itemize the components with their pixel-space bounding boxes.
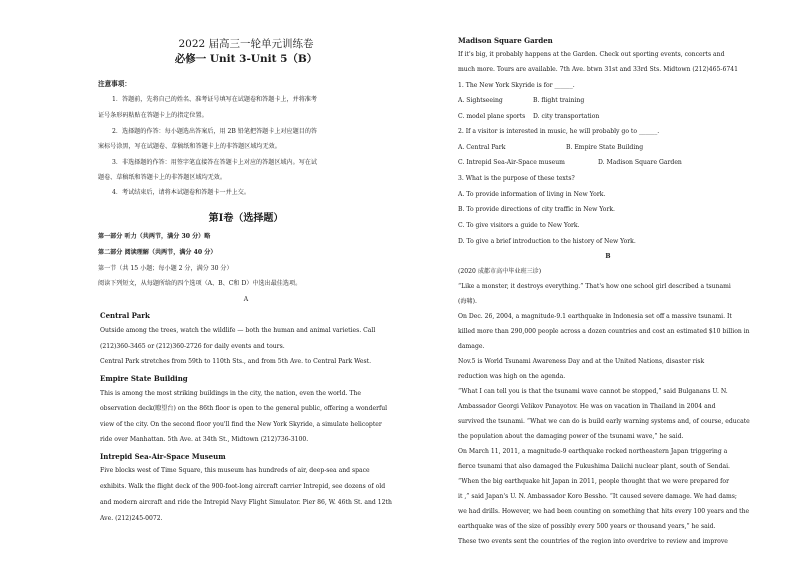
notes-heading: 注意事项：: [98, 80, 131, 88]
passage-line: view of the city. On the second floor you'll find the New York Skyride, a simulate helicopter: [100, 421, 382, 428]
passage-line: Central Park stretches from 59th to 110th Sts., and from 5th Ave. to Central Park West.: [100, 358, 372, 365]
esb-heading: Empire State Building: [100, 374, 188, 383]
option-c[interactable]: C. model plane sports: [458, 113, 526, 120]
passage-line: This is among the most striking buildings in the city, the nation, even the world. The: [100, 390, 361, 397]
note-line: 案标号涂黑，写在试题卷、草稿纸和答题卡上的非答题区域均无效。: [98, 143, 281, 150]
paper-title: 2022 届高三一轮单元训练卷: [178, 38, 314, 50]
option-d[interactable]: D. Madison Square Garden: [598, 159, 682, 166]
note-line: 4．考试结束后，请将本试题卷和答题卡一并上交。: [112, 189, 250, 196]
passage-line: killed more than 290,000 people across a dozen countries and cost an estimated $10 billion in: [458, 328, 750, 335]
passage-line: On Dec. 26, 2004, a magnitude-9.1 earthquake in Indonesia set off a massive tsunami. It: [458, 313, 732, 320]
part-one-heading: 第一部分 听力（共两节，满分 30 分）略: [98, 233, 211, 240]
instruction-text: 阅读下列短文，从每题所给的四个选项（A、B、C和 D）中选出最佳选项。: [98, 280, 302, 287]
passage-b-letter: B: [605, 253, 611, 260]
option-a[interactable]: A. To provide information of living in New York.: [458, 191, 606, 198]
note-line: 2．选择题的作答：每小题选出答案后，用 2B 铅笔把答题卡上对应题目的答: [112, 128, 318, 135]
passage-line: earthquake was of the size of possibly every 500 years or thousand years,” he said.: [458, 523, 716, 530]
passage-line: and modern aircraft and ride the Intrepid Navy Flight Simulator. Pier 86, W. 46th St. and 12th: [100, 499, 392, 506]
passage-line: Nov.5 is World Tsunami Awareness Day and at the United Nations, disaster risk: [458, 358, 705, 365]
passage-line: exhibits. Walk the flight deck of the 900-foot-long aircraft carrier Intrepid, see dozens of old: [100, 483, 386, 490]
central-park-heading: Central Park: [100, 311, 150, 320]
option-b[interactable]: B. Empire State Building: [566, 144, 644, 151]
passage-line: the population about the damaging power of the tsunami wave,” he said.: [458, 433, 684, 440]
passage-line: If it's big, it probably happens at the Garden. Check out sporting events, concerts and: [458, 51, 725, 58]
passage-line: ride over Manhattan. 5th Ave. at 34th St., Midtown (212)736-3100.: [100, 436, 309, 443]
option-b[interactable]: B. To provide directions of city traffic in New York.: [458, 206, 615, 213]
note-line: 3．非选择题的作答：用签字笔直接答在答题卡上对应的答题区域内。写在试: [112, 159, 317, 166]
paper-subtitle: 必修一 Unit 3-Unit 5（B）: [174, 53, 318, 65]
passage-line: Outside among the trees, watch the wildlife — both the human and animal varieties. Call: [100, 327, 376, 334]
passage-line: (212)360-3465 or (212)360-2726 for daily events and tours.: [100, 343, 285, 350]
passage-line: survived the tsunami. “What we can do is build early warning systems and, of course, educate: [458, 418, 750, 425]
passage-line: reduction was high on the agenda.: [458, 373, 566, 380]
note-line: 1．答题前，先将自己的姓名、准考证号填写在试题卷和答题卡上，并将准考: [112, 96, 317, 103]
option-d[interactable]: D. To give a brief introduction to the history of New York.: [458, 238, 636, 245]
passage-line: Five blocks west of Time Square, this museum has hundreds of air, deep-sea and space: [100, 467, 370, 474]
part-two-heading: 第二部分 阅读理解（共两节，满分 40 分）: [98, 249, 217, 256]
passage-line: Ave. (212)245-0072.: [100, 515, 163, 522]
option-a[interactable]: A. Central Park: [458, 144, 506, 151]
question-stem: 2. If a visitor is interested in music, he will probably go to ______.: [458, 128, 660, 135]
section-title: 第Ⅰ卷（选择题）: [208, 213, 284, 224]
passage-line: “What I can tell you is that the tsunami wave cannot be stopped,” said Bulganans U. N.: [458, 388, 728, 395]
passage-line: observation deck(瞭望台) on the 86th floor is open to the general public, offering a wonderful: [100, 405, 388, 412]
passage-line: These two events sent the countries of the region into overdrive to review and improve: [458, 538, 728, 545]
msg-heading: Madison Square Garden: [458, 36, 553, 45]
section-one-heading: 第一节（共 15 小题；每小题 2 分，满分 30 分）: [98, 265, 233, 272]
question-stem: 1. The New York Skyride is for ______.: [458, 82, 575, 89]
intrepid-heading: Intrepid Sea-Air-Space Museum: [100, 452, 226, 461]
option-b[interactable]: B. flight training: [533, 97, 585, 104]
option-c[interactable]: C. Intrepid Sea-Air-Space museum: [458, 159, 565, 166]
passage-line: we had drills. However, we had been counting on something that hits every 100 years and the: [458, 508, 750, 515]
passage-line: “Like a monster, it destroys everything.” That's how one school girl described a tsunami: [458, 283, 731, 290]
question-stem: 3. What is the purpose of these texts?: [458, 175, 575, 182]
passage-source: (2020 成都市高中毕业班三诊): [458, 268, 542, 275]
option-d[interactable]: D. city transportation: [533, 113, 600, 120]
passage-line: damage.: [458, 343, 485, 350]
note-line: 证号条形码粘贴在答题卡上的指定位置。: [98, 112, 208, 119]
note-line: 题卷、草稿纸和答题卡上的非答题区域均无效。: [98, 174, 226, 181]
passage-line: “When the big earthquake hit Japan in 2011, people thought that we were prepared for: [458, 478, 730, 485]
passage-a-letter: A: [243, 296, 249, 303]
option-c[interactable]: C. To give visitors a guide to New York.: [458, 222, 580, 229]
passage-line: it ,” said Japan's U. N. Ambassador Koro Bessho. “It caused severe damage. We had dams;: [458, 493, 737, 500]
passage-line: fierce tsunami that also damaged the Fukushima Daiichi nuclear plant, south of Sendai.: [458, 463, 730, 470]
passage-line: Ambassador Georgi Velikov Panayotov. He was on vacation in Thailand in 2004 and: [458, 403, 716, 410]
option-a[interactable]: A. Sightseeing: [458, 97, 503, 104]
passage-line: On March 11, 2011, a magnitude-9 earthquake rocked northeastern Japan triggering a: [458, 448, 728, 455]
passage-line: much more. Tours are available. 7th Ave. btwn 31st and 33rd Sts. Midtown (212)465-6741: [458, 66, 738, 73]
passage-line: (海啸).: [458, 298, 477, 305]
